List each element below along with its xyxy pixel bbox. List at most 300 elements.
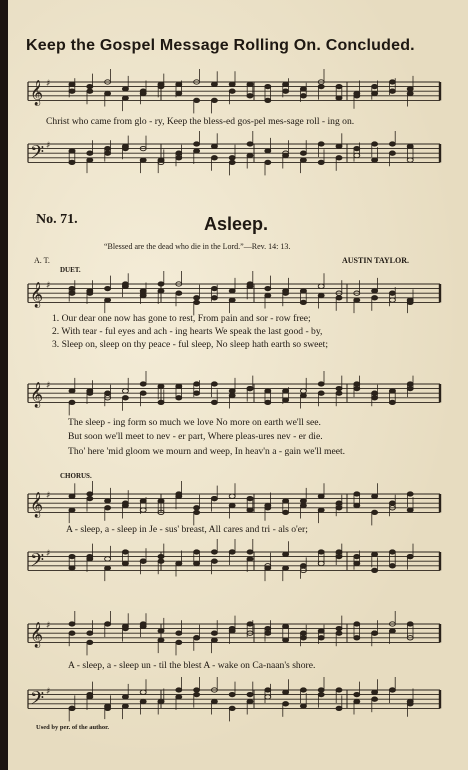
key-signature-sharp: ♯ bbox=[46, 549, 51, 559]
note-head bbox=[265, 626, 271, 630]
note-head bbox=[318, 550, 324, 554]
note-head bbox=[176, 561, 182, 565]
note-head bbox=[158, 82, 164, 86]
page-title: Keep the Gospel Message Rolling On. Concluded. bbox=[26, 37, 415, 54]
note-head bbox=[265, 566, 271, 570]
note-head bbox=[140, 622, 146, 626]
note-head bbox=[229, 156, 235, 160]
note-head bbox=[265, 293, 271, 297]
note-head bbox=[354, 692, 360, 696]
note-head bbox=[318, 692, 324, 696]
music-staff bbox=[8, 482, 468, 526]
note-head bbox=[247, 692, 253, 696]
note-head bbox=[407, 702, 413, 706]
note-head bbox=[372, 142, 378, 146]
note-head bbox=[69, 286, 75, 290]
note-head bbox=[372, 391, 378, 395]
note-head bbox=[318, 688, 324, 692]
note-head bbox=[122, 695, 128, 699]
note-head bbox=[158, 384, 164, 388]
note-head bbox=[354, 503, 360, 507]
note-head bbox=[318, 629, 324, 633]
verse-line: 1. Our dear one now has gone to rest, From pain and sor - row free; bbox=[52, 313, 311, 324]
key-signature-sharp: ♯ bbox=[46, 281, 51, 291]
note-head bbox=[336, 386, 342, 390]
note-head bbox=[318, 561, 324, 565]
note-head bbox=[122, 389, 128, 393]
note-head bbox=[354, 153, 360, 157]
note-head bbox=[283, 552, 289, 556]
note-head bbox=[211, 382, 217, 386]
lyric-line: Christ who came from glo - ry, Keep the bless-ed gos-pel mes-sage roll - ing on. bbox=[46, 116, 355, 127]
note-head bbox=[140, 158, 146, 162]
note-head bbox=[229, 706, 235, 710]
treble-clef-icon: 𝄞 bbox=[30, 282, 44, 308]
note-head bbox=[372, 568, 378, 572]
verse-line: The sleep - ing form so much we love No more on earth we'll see. bbox=[68, 417, 321, 428]
note-head bbox=[158, 158, 164, 162]
note-head bbox=[372, 91, 378, 95]
note-head bbox=[122, 561, 128, 565]
note-head bbox=[69, 89, 75, 93]
note-head bbox=[336, 631, 342, 635]
note-head bbox=[372, 84, 378, 88]
key-signature-sharp: ♯ bbox=[46, 381, 51, 391]
note-head bbox=[176, 640, 182, 644]
note-head bbox=[300, 636, 306, 640]
note-head bbox=[140, 289, 146, 293]
note-head bbox=[211, 559, 217, 563]
note-head bbox=[87, 158, 93, 162]
note-head bbox=[105, 499, 111, 503]
note-head bbox=[158, 554, 164, 558]
note-head bbox=[87, 84, 93, 88]
duet-label: DUET. bbox=[60, 266, 81, 274]
note-head bbox=[265, 695, 271, 699]
bass-clef-icon: 𝄢 bbox=[30, 550, 45, 576]
scripture-epigraph: “Blessed are the dead who die in the Lord.”—Rev. 14: 13. bbox=[104, 242, 291, 251]
note-head bbox=[265, 389, 271, 393]
note-head bbox=[87, 389, 93, 393]
note-head bbox=[194, 688, 200, 692]
note-head bbox=[407, 554, 413, 558]
note-head bbox=[105, 566, 111, 570]
note-head bbox=[194, 510, 200, 514]
note-head bbox=[194, 636, 200, 640]
note-head bbox=[336, 554, 342, 558]
note-head bbox=[105, 622, 111, 626]
note-head bbox=[407, 622, 413, 626]
note-head bbox=[158, 638, 164, 642]
note-head bbox=[336, 506, 342, 510]
note-head bbox=[389, 550, 395, 554]
note-head bbox=[318, 494, 324, 498]
note-head bbox=[300, 503, 306, 507]
note-head bbox=[211, 156, 217, 160]
note-head bbox=[372, 289, 378, 293]
note-head bbox=[354, 561, 360, 565]
note-head bbox=[283, 566, 289, 570]
note-head bbox=[105, 91, 111, 95]
note-head bbox=[105, 704, 111, 708]
note-head bbox=[407, 144, 413, 148]
note-head bbox=[283, 510, 289, 514]
note-head bbox=[211, 286, 217, 290]
note-head bbox=[372, 552, 378, 556]
note-head bbox=[105, 506, 111, 510]
note-head bbox=[194, 506, 200, 510]
lyricist-credit: A. T. bbox=[34, 256, 50, 265]
note-head bbox=[122, 550, 128, 554]
note-head bbox=[354, 554, 360, 558]
note-head bbox=[194, 391, 200, 395]
note-head bbox=[229, 89, 235, 93]
note-head bbox=[229, 289, 235, 293]
note-head bbox=[318, 391, 324, 395]
composer-credit: AUSTIN TAYLOR. bbox=[342, 256, 409, 265]
note-head bbox=[194, 300, 200, 304]
note-head bbox=[69, 389, 75, 393]
note-head bbox=[407, 158, 413, 162]
note-head bbox=[247, 622, 253, 626]
note-head bbox=[407, 87, 413, 91]
note-head bbox=[176, 151, 182, 155]
verse-line: Tho' here 'mid gloom we mourn and weep, In heav'n a - gain we'll meet. bbox=[68, 446, 346, 457]
note-head bbox=[407, 91, 413, 95]
note-head bbox=[229, 550, 235, 554]
key-signature-sharp: ♯ bbox=[46, 687, 51, 697]
note-head bbox=[265, 84, 271, 88]
treble-clef-icon: 𝄞 bbox=[30, 382, 44, 408]
verse-line: But soon we'll meet to nev - er part, Where pleas-ures nev - er die. bbox=[68, 431, 323, 442]
note-head bbox=[105, 286, 111, 290]
note-head bbox=[140, 499, 146, 503]
note-head bbox=[211, 699, 217, 703]
note-head bbox=[372, 296, 378, 300]
note-head bbox=[69, 508, 75, 512]
music-staff bbox=[8, 540, 468, 584]
note-head bbox=[247, 496, 253, 500]
note-head bbox=[247, 142, 253, 146]
note-head bbox=[318, 382, 324, 386]
note-head bbox=[300, 688, 306, 692]
note-head bbox=[105, 146, 111, 150]
note-head bbox=[105, 298, 111, 302]
note-head bbox=[194, 296, 200, 300]
note-head bbox=[158, 559, 164, 563]
note-head bbox=[300, 94, 306, 98]
note-head bbox=[211, 496, 217, 500]
note-head bbox=[140, 559, 146, 563]
note-head bbox=[336, 296, 342, 300]
note-head bbox=[176, 384, 182, 388]
note-head bbox=[265, 160, 271, 164]
note-head bbox=[300, 564, 306, 568]
note-head bbox=[122, 704, 128, 708]
note-head bbox=[300, 158, 306, 162]
note-head bbox=[194, 98, 200, 102]
note-head bbox=[300, 300, 306, 304]
note-head bbox=[122, 87, 128, 91]
footer-credit: Used by per. of the author. bbox=[36, 724, 110, 731]
note-head bbox=[283, 638, 289, 642]
note-head bbox=[354, 386, 360, 390]
note-head bbox=[69, 82, 75, 86]
note-head bbox=[389, 629, 395, 633]
note-head bbox=[300, 389, 306, 393]
note-head bbox=[318, 293, 324, 297]
note-head bbox=[407, 382, 413, 386]
note-head bbox=[140, 89, 146, 93]
note-head bbox=[122, 396, 128, 400]
note-head bbox=[354, 492, 360, 496]
treble-clef-icon: 𝄞 bbox=[30, 492, 44, 518]
treble-clef-icon: 𝄞 bbox=[30, 622, 44, 648]
note-head bbox=[140, 508, 146, 512]
note-head bbox=[158, 499, 164, 503]
note-head bbox=[122, 626, 128, 630]
note-head bbox=[122, 282, 128, 286]
note-head bbox=[389, 400, 395, 404]
note-head bbox=[194, 142, 200, 146]
note-head bbox=[318, 142, 324, 146]
note-head bbox=[318, 636, 324, 640]
note-head bbox=[140, 293, 146, 297]
key-signature-sharp: ♯ bbox=[46, 491, 51, 501]
note-head bbox=[176, 494, 182, 498]
note-head bbox=[229, 82, 235, 86]
note-head bbox=[354, 146, 360, 150]
note-head bbox=[372, 158, 378, 162]
note-head bbox=[300, 87, 306, 91]
note-head bbox=[87, 640, 93, 644]
hymnal-page bbox=[8, 0, 468, 770]
note-head bbox=[354, 382, 360, 386]
note-head bbox=[300, 631, 306, 635]
note-head bbox=[283, 82, 289, 86]
note-head bbox=[69, 494, 75, 498]
note-head bbox=[372, 494, 378, 498]
note-head bbox=[211, 400, 217, 404]
note-head bbox=[318, 160, 324, 164]
note-head bbox=[372, 510, 378, 514]
note-head bbox=[229, 494, 235, 498]
key-signature-sharp: ♯ bbox=[46, 621, 51, 631]
note-head bbox=[69, 622, 75, 626]
note-head bbox=[354, 699, 360, 703]
note-head bbox=[407, 298, 413, 302]
note-head bbox=[336, 391, 342, 395]
note-head bbox=[265, 631, 271, 635]
note-head bbox=[176, 695, 182, 699]
verse-line: 2. With tear - ful eyes and ach - ing hearts We speak the last good - by, bbox=[52, 326, 323, 337]
note-head bbox=[229, 160, 235, 164]
note-head bbox=[372, 697, 378, 701]
note-head bbox=[140, 382, 146, 386]
chorus-line: A - sleep, a - sleep un - til the blest A - wake on Ca-naan's shore. bbox=[68, 660, 316, 671]
note-head bbox=[194, 149, 200, 153]
note-head bbox=[247, 153, 253, 157]
note-head bbox=[229, 389, 235, 393]
note-head bbox=[158, 629, 164, 633]
note-head bbox=[300, 393, 306, 397]
note-head bbox=[300, 151, 306, 155]
note-head bbox=[69, 291, 75, 295]
note-head bbox=[336, 144, 342, 148]
note-head bbox=[176, 91, 182, 95]
note-head bbox=[247, 94, 253, 98]
note-head bbox=[336, 626, 342, 630]
note-head bbox=[389, 151, 395, 155]
note-head bbox=[300, 704, 306, 708]
note-head bbox=[389, 501, 395, 505]
note-head bbox=[229, 692, 235, 696]
note-head bbox=[283, 702, 289, 706]
note-head bbox=[336, 501, 342, 505]
note-head bbox=[229, 503, 235, 507]
note-head bbox=[105, 557, 111, 561]
note-head bbox=[247, 550, 253, 554]
note-head bbox=[69, 149, 75, 153]
note-head bbox=[87, 151, 93, 155]
note-head bbox=[389, 564, 395, 568]
music-staff bbox=[8, 678, 468, 722]
note-head bbox=[87, 631, 93, 635]
music-staff bbox=[8, 372, 468, 416]
note-head bbox=[265, 98, 271, 102]
note-head bbox=[176, 688, 182, 692]
note-head bbox=[69, 160, 75, 164]
note-head bbox=[211, 82, 217, 86]
note-head bbox=[354, 636, 360, 640]
note-head bbox=[176, 82, 182, 86]
key-signature-sharp: ♯ bbox=[46, 141, 51, 151]
treble-clef-icon: 𝄞 bbox=[30, 80, 44, 106]
note-head bbox=[158, 400, 164, 404]
note-head bbox=[105, 391, 111, 395]
note-head bbox=[194, 550, 200, 554]
note-head bbox=[336, 688, 342, 692]
note-head bbox=[407, 492, 413, 496]
note-head bbox=[265, 688, 271, 692]
note-head bbox=[283, 291, 289, 295]
note-head bbox=[69, 554, 75, 558]
note-head bbox=[336, 156, 342, 160]
note-head bbox=[372, 631, 378, 635]
note-head bbox=[300, 499, 306, 503]
note-head bbox=[105, 151, 111, 155]
note-head bbox=[211, 550, 217, 554]
note-head bbox=[176, 631, 182, 635]
note-head bbox=[211, 296, 217, 300]
note-head bbox=[247, 386, 253, 390]
note-head bbox=[69, 566, 75, 570]
note-head bbox=[87, 695, 93, 699]
note-head bbox=[158, 699, 164, 703]
note-head bbox=[389, 142, 395, 146]
note-head bbox=[87, 496, 93, 500]
note-head bbox=[158, 289, 164, 293]
note-head bbox=[265, 506, 271, 510]
chorus-label: CHORUS. bbox=[60, 472, 92, 480]
note-head bbox=[140, 690, 146, 694]
note-head bbox=[283, 690, 289, 694]
note-head bbox=[372, 396, 378, 400]
note-head bbox=[407, 508, 413, 512]
music-staff bbox=[8, 612, 468, 660]
note-head bbox=[389, 89, 395, 93]
note-head bbox=[122, 144, 128, 148]
note-head bbox=[283, 624, 289, 628]
note-head bbox=[389, 298, 395, 302]
music-staff bbox=[8, 272, 468, 316]
note-head bbox=[318, 84, 324, 88]
note-head bbox=[336, 84, 342, 88]
note-head bbox=[318, 508, 324, 512]
note-head bbox=[247, 508, 253, 512]
note-head bbox=[389, 291, 395, 295]
verse-line: 3. Sleep on, sleep on thy peace - ful sleep, No sleep hath earth so sweet; bbox=[52, 339, 329, 350]
note-head bbox=[354, 298, 360, 302]
note-head bbox=[407, 386, 413, 390]
note-head bbox=[247, 557, 253, 561]
note-head bbox=[265, 286, 271, 290]
note-head bbox=[176, 156, 182, 160]
note-head bbox=[283, 153, 289, 157]
key-signature-sharp: ♯ bbox=[46, 79, 51, 89]
note-head bbox=[354, 622, 360, 626]
note-head bbox=[283, 499, 289, 503]
note-head bbox=[211, 631, 217, 635]
note-head bbox=[336, 96, 342, 100]
note-head bbox=[265, 400, 271, 404]
note-head bbox=[229, 393, 235, 397]
note-head bbox=[318, 284, 324, 288]
note-head bbox=[389, 80, 395, 84]
note-head bbox=[354, 94, 360, 98]
hymn-number: No. 71. bbox=[36, 212, 78, 227]
note-head bbox=[300, 289, 306, 293]
note-head bbox=[87, 289, 93, 293]
bass-clef-icon: 𝄢 bbox=[30, 142, 45, 168]
note-head bbox=[176, 291, 182, 295]
note-head bbox=[247, 82, 253, 86]
note-head bbox=[247, 284, 253, 288]
music-staff bbox=[8, 132, 468, 192]
bass-clef-icon: 𝄢 bbox=[30, 688, 45, 714]
note-head bbox=[122, 503, 128, 507]
note-head bbox=[69, 706, 75, 710]
note-head bbox=[247, 699, 253, 703]
note-head bbox=[194, 692, 200, 696]
note-head bbox=[283, 89, 289, 93]
chorus-line: A - sleep, a - sleep in Je - sus' breast, All cares and tri - als o'er; bbox=[66, 524, 308, 535]
note-head bbox=[389, 389, 395, 393]
note-head bbox=[140, 391, 146, 395]
note-head bbox=[372, 690, 378, 694]
note-head bbox=[229, 298, 235, 302]
note-head bbox=[176, 396, 182, 400]
note-head bbox=[211, 144, 217, 148]
note-head bbox=[229, 629, 235, 633]
hymn-title: Asleep. bbox=[204, 214, 269, 234]
note-head bbox=[336, 706, 342, 710]
note-head bbox=[211, 638, 217, 642]
note-head bbox=[265, 149, 271, 153]
note-head bbox=[87, 89, 93, 93]
note-head bbox=[158, 282, 164, 286]
note-head bbox=[194, 561, 200, 565]
